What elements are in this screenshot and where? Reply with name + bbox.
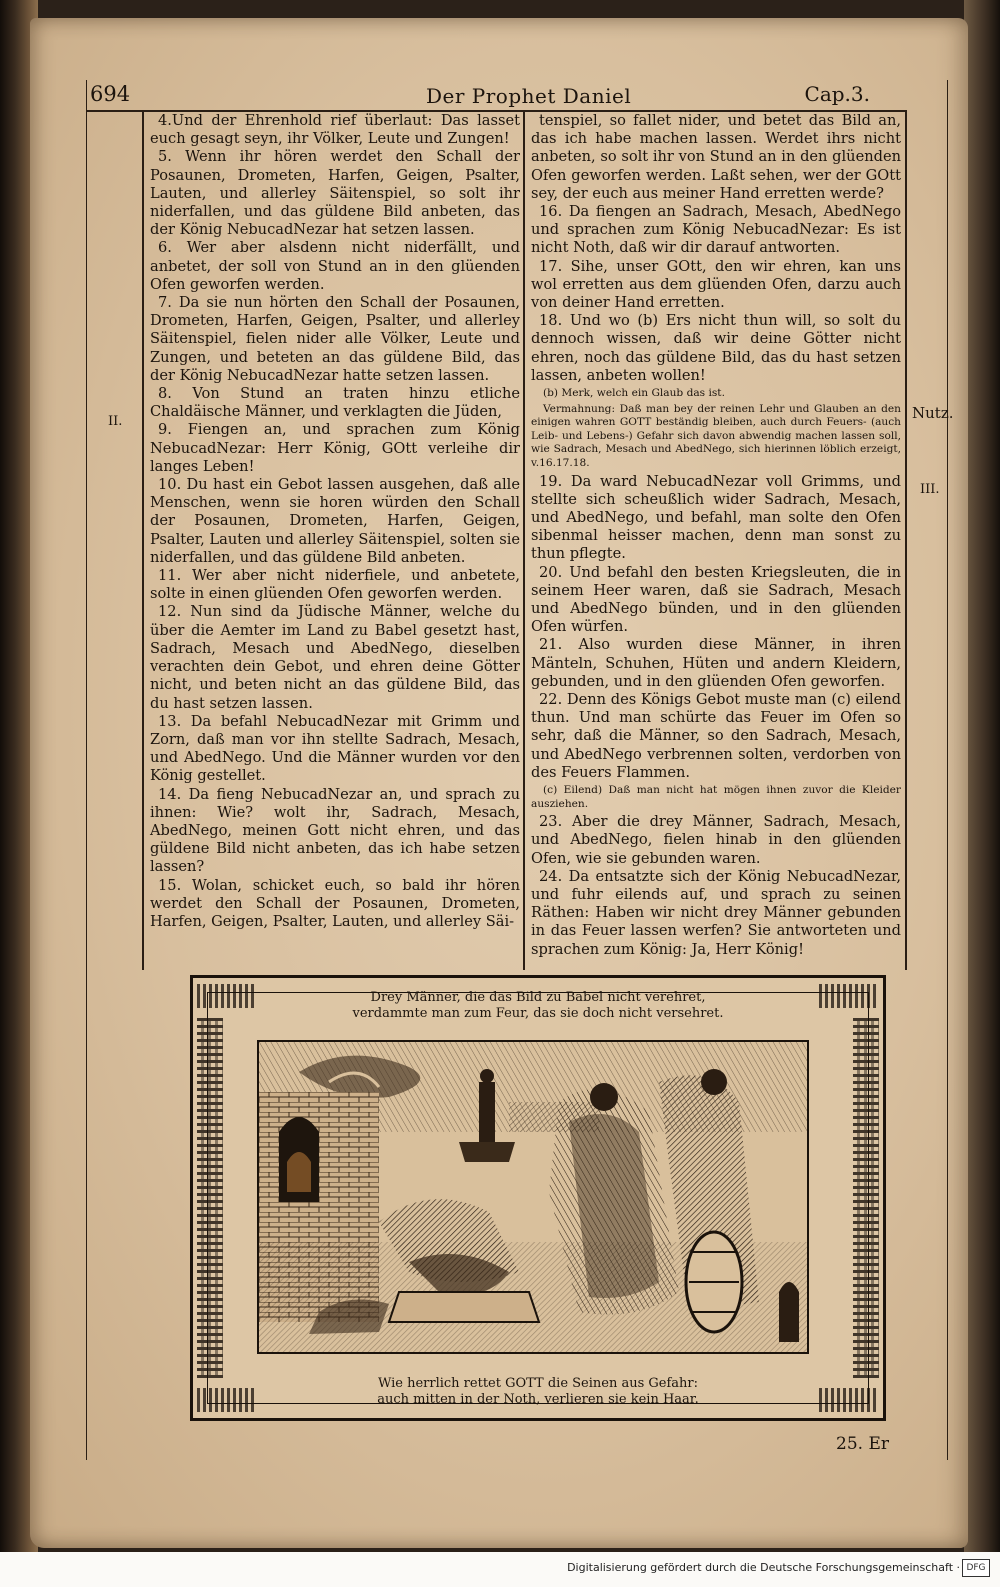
verse: 10. Du hast ein Gebot lassen ausgehen, daß alle Menschen, wenn sie horen würden den Schall der Posaunen, Drometen, Harfen, Geigen, Psalter, Lauten und allerley Säitenspiel, solten sie niderfallen, und das güldene Bild anbeten. <box>150 476 521 566</box>
middle-column-rule <box>523 110 525 970</box>
woodcut-engraving <box>257 1040 809 1354</box>
catchword: 25. Er <box>836 1434 889 1454</box>
verse: 20. Und befahl den besten Kriegsleuten, die in seinem Heer waren, daß sie Sadrach, Mesach und AbedNego bünden, und in den glüenden Ofen würfen. <box>531 563 901 636</box>
verse: 11. Wer aber nicht niderfiele, und anbetete, solte in einen glüenden Ofen geworfen werden. <box>150 567 520 603</box>
caption-top-line-2: verdammte man zum Feur, das sie doch nicht versehret. <box>352 1006 724 1021</box>
verse: 6. Wer aber alsdenn nicht niderfällt, und anbetet, der soll von Stund an in den glüenden Ofen geworfen werden. <box>150 239 520 293</box>
verse: 18. Und wo (b) Ers nicht thun will, so solt du dennoch wissen, daß wir deine Götter nicht ehren, noch das güldene Bild, das du hast setzen lassen, anbeten wollen! <box>531 312 901 384</box>
margin-label-nutz: Nutz. <box>912 404 954 422</box>
page-number: 694 <box>90 82 131 106</box>
verse: 21. Also wurden diese Männer, in ihren Mänteln, Schuhen, Hüten und andern Kleidern, gebunden, und in den glüenden Ofen geworfen. <box>531 636 901 690</box>
verse: 16. Da fiengen an Sadrach, Mesach, AbedNego und sprachen zum König NebucadNezar: Es ist nicht Noth, daß wir dir darauf antworten. <box>531 203 901 257</box>
caption-top-line-1: Drey Männer, die das Bild zu Babel nicht verehret, <box>370 990 706 1005</box>
running-title: Der Prophet Daniel <box>426 84 632 108</box>
verse: 4.Und der Ehrenhold rief überlaut: Das lasset euch gesagt seyn, ihr Völker, Leute und Zungen! <box>150 112 520 148</box>
chapter-label: Cap.3. <box>804 82 870 106</box>
outer-left-rule <box>86 80 87 1460</box>
footnote-b: (b) Merk, welch ein Glaub das ist. <box>543 387 725 400</box>
right-text-column <box>531 112 901 959</box>
left-text-column <box>150 112 520 931</box>
caption-bottom-line-1: Wie herrlich rettet GOTT die Seinen aus Gefahr: <box>377 1376 699 1391</box>
footnote-c: (c) Eilend) Daß man nicht hat mögen ihnen zuvor die Kleider ausziehen. <box>531 784 901 810</box>
caption-bottom-line-2: auch mitten in der Noth, verlieren sie kein Haar. <box>377 1392 699 1407</box>
verse: 9. Fiengen an, und sprachen zum König NebucadNezar: Herr König, GOtt verleihe dir langes Leben! <box>150 421 520 475</box>
verse: 17. Sihe, unser GOtt, den wir ehren, kan uns wol erretten aus dem glüenden Ofen, darzu auch von deiner Hand erretten. <box>531 257 901 312</box>
outer-right-rule <box>947 80 948 1460</box>
verse: 19. Da ward NebucadNezar voll Grimms, und stellte sich scheußlich wider Sadrach, Mesach, und AbedNego, und befahl, man solte den Ofen sibenmal heisser machen, denn man sonst zu thun pflegte. <box>531 472 901 563</box>
dfg-logo: DFG <box>962 1559 990 1577</box>
verse: 5. Wenn ihr hören werdet den Schall der Posaunen, Drometen, Harfen, Geigen, Psalter, Lauten, und allerley Säitenspiel, so solt ihr niderfallen, und das güldene Bild anbeten, das der König NebucadNezar hat setzen lassen. <box>150 148 520 239</box>
verse: 13. Da befahl NebucadNezar mit Grimm und Zorn, daß man vor ihn stellte Sadrach, Mesach, und AbedNego. Und die Männer wurden vor den König gestellet. <box>150 712 520 785</box>
admonition-note: Vermahnung: Daß man bey der reinen Lehr und Glauben an den einigen wahren GOTT beständig bleiben, auch durch Feuers- (auch Leib- und Lebens-) Gefahr sich davon abwendig machen lassen soll, wie Sadrach, Mesach und AbedNego, sich hierinnen löblich erzeigt, v.16.17.18. <box>531 402 901 470</box>
left-column-rule <box>142 110 144 970</box>
verse: tenspiel, so fallet nider, und betet das Bild an, das ich habe machen lassen. Werdet ihrs nicht anbeten, so solt ihr von Stund an in den glüenden Ofen geworfen werden. Laßt sehen, wer der GOtt sey, der euch aus meiner Hand erretten werde? <box>531 112 901 202</box>
verse: 12. Nun sind da Jüdische Männer, welche du über die Aemter im Land zu Babel gesetzt hast, Sadrach, Mesach und AbedNego, dieselben verachten dein Gebot, und ehren deine Götter nicht, und beten nicht an das güldene Bild, das du hast setzen lassen. <box>150 603 520 712</box>
margin-mark-iii: III. <box>920 482 940 497</box>
verse: 24. Da entsatzte sich der König NebucadNezar, und fuhr eilends auf, und sprach zu seinen Räthen: Haben wir nicht drey Männer gebunden in das Feuer lassen werfen? Sie antworteten und sprachen zum König: Ja, Herr König! <box>531 867 901 958</box>
caption-top <box>253 990 823 1022</box>
right-column-rule <box>905 110 907 970</box>
illustration-frame <box>190 975 886 1421</box>
verse: 23. Aber die drey Männer, Sadrach, Mesach, und AbedNego, fielen hinab in den glüenden Ofen, wie sie gebunden waren. <box>531 813 901 867</box>
verse: 22. Denn des Königs Gebot muste man (c) eilend thun. Und man schürte das Feuer im Ofen so sehr, daß die Männer, so den Sadrach, Mesach, und AbedNego verbrennen solten, verdorben von des Feuers Flammen. <box>531 691 901 781</box>
verse: 8. Von Stund an traten hinzu etliche Chaldäische Männer, und verklagten die Jüden, <box>150 385 520 421</box>
verse: 7. Da sie nun hörten den Schall der Posaunen, Drometen, Harfen, Geigen, Psalter, und allerley Säitenspiel, fielen nider alle Völker, Leute und Zungen, und beteten an das güldene Bild, das der König NebucadNezar hatte setzen lassen. <box>150 294 520 384</box>
engraving-illustration <box>259 1042 807 1352</box>
caption-bottom <box>253 1376 823 1408</box>
funding-notice: Digitalisierung gefördert durch die Deutsche Forschungsgemeinschaft · <box>567 1561 960 1574</box>
page-header <box>86 80 906 112</box>
verse: 15. Wolan, schicket euch, so bald ihr hören werdet den Schall der Posaunen, Drometen, Harfen, Geigen, Psalter, Lauten, und allerley Säi- <box>150 876 520 930</box>
margin-mark-ii: II. <box>108 414 123 429</box>
verse: 14. Da fieng NebucadNezar an, und sprach zu ihnen: Wie? wolt ihr, Sadrach, Mesach, AbedNego, meinen Gott nicht ehren, und das güldene Bild nicht anbeten, das ich habe setzen lassen? <box>150 785 520 876</box>
page-fore-edge <box>964 0 1000 1587</box>
